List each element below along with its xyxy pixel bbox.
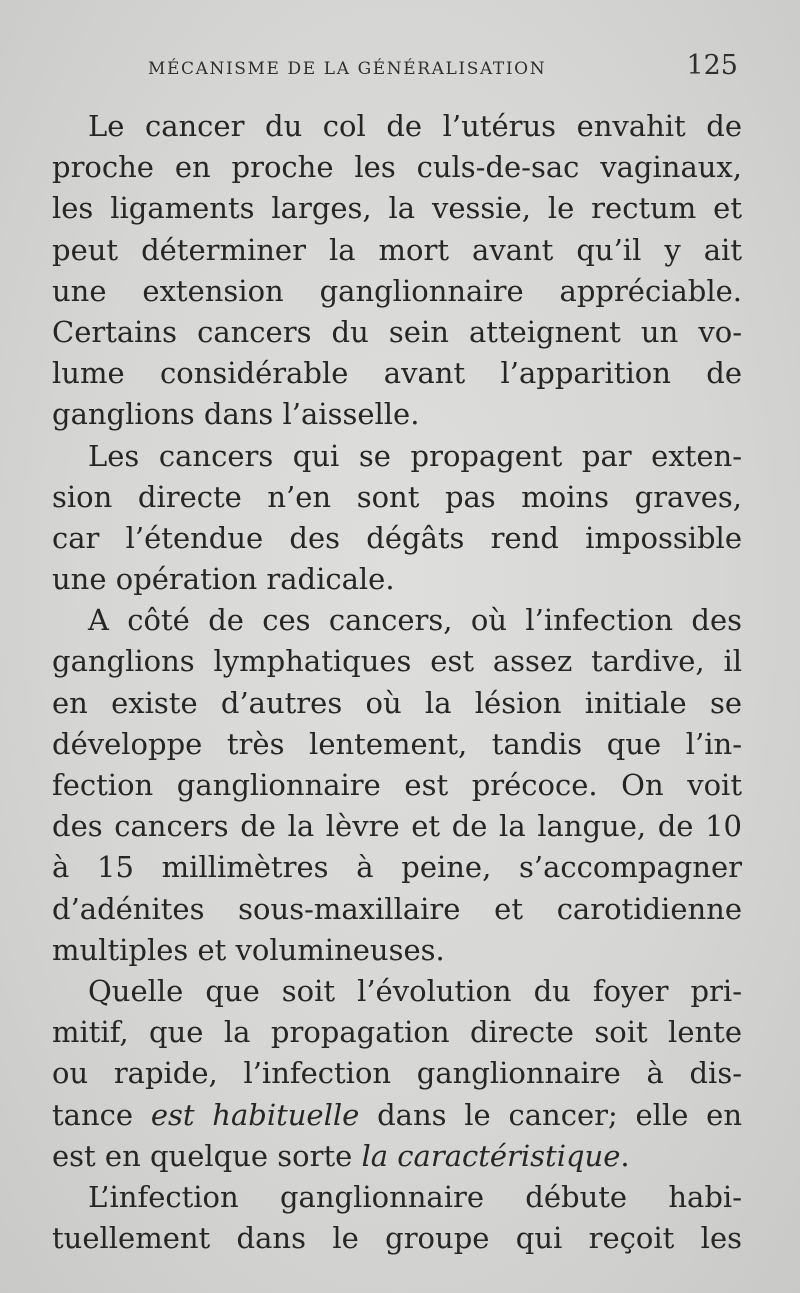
text-line: d’adénites sous-maxillaire et carotidienne (52, 891, 742, 926)
text-line-mixed (52, 1095, 742, 1136)
text-line: des cancers de la lèvre et de la langue, de 10 (52, 809, 742, 844)
text-line: ganglions lymphatiques est assez tardive, il (52, 644, 742, 679)
text-line: à 15 millimètres à peine, s’accompagner (52, 850, 742, 885)
text-line: fection ganglionnaire est précoce. On voit (52, 768, 742, 802)
text-line: car l’étendue des dégâts rend impossible (52, 520, 742, 555)
text-line: en existe d’autres où la lésion initiale se (52, 685, 742, 720)
text-line: A côté de ces cancers, où l’infection des (88, 603, 742, 638)
text-run: tance (52, 1097, 151, 1132)
text-line: L’infection ganglionnaire débute habi- (88, 1179, 742, 1214)
text-run: dans le cancer; elle en (359, 1097, 743, 1132)
page-number: 125 (686, 50, 738, 81)
text-line: lume considérable avant l’apparition de (52, 356, 742, 391)
page-header (52, 48, 742, 88)
text-line: Les cancers qui se propagent par exten- (88, 438, 742, 473)
text-line: tuellement dans le groupe qui reçoit les (52, 1221, 742, 1256)
text-line: une opération radicale. (52, 562, 395, 597)
text-run: est en quelque sorte (52, 1138, 362, 1173)
text-line: ou rapide, l’infection ganglionnaire à dis- (52, 1056, 742, 1091)
text-line: Certains cancers du sein atteignent un vo- (52, 314, 742, 349)
body-text (52, 106, 742, 1259)
text-line: proche en proche les culs-de-sac vaginaux, (52, 150, 742, 185)
text-line: Quelle que soit l’évolution du foyer pri- (88, 973, 742, 1008)
text-line: développe très lentement, tandis que l’in- (52, 726, 742, 761)
text-line: sion directe n’en sont pas moins graves, (52, 479, 742, 514)
text-line: Le cancer du col de l’utérus envahit de (88, 109, 742, 143)
text-line: multiples et volumineuses. (52, 932, 445, 967)
text-line: mitif, que la propagation directe soit lente (52, 1015, 742, 1050)
text-line: peut déterminer la mort avant qu’il y ait (52, 232, 742, 267)
text-line: les ligaments larges, la vessie, le rectum et (52, 191, 742, 226)
italic-run: est habituelle (150, 1097, 360, 1132)
text-run: . (620, 1138, 630, 1173)
running-title: MÉCANISME DE LA GÉNÉRALISATION (148, 59, 547, 79)
text-line-mixed (52, 1136, 742, 1177)
italic-run: la caractéristique (361, 1138, 621, 1173)
text-line: une extension ganglionnaire appréciable. (52, 273, 742, 308)
text-line: ganglions dans l’aisselle. (52, 397, 420, 432)
